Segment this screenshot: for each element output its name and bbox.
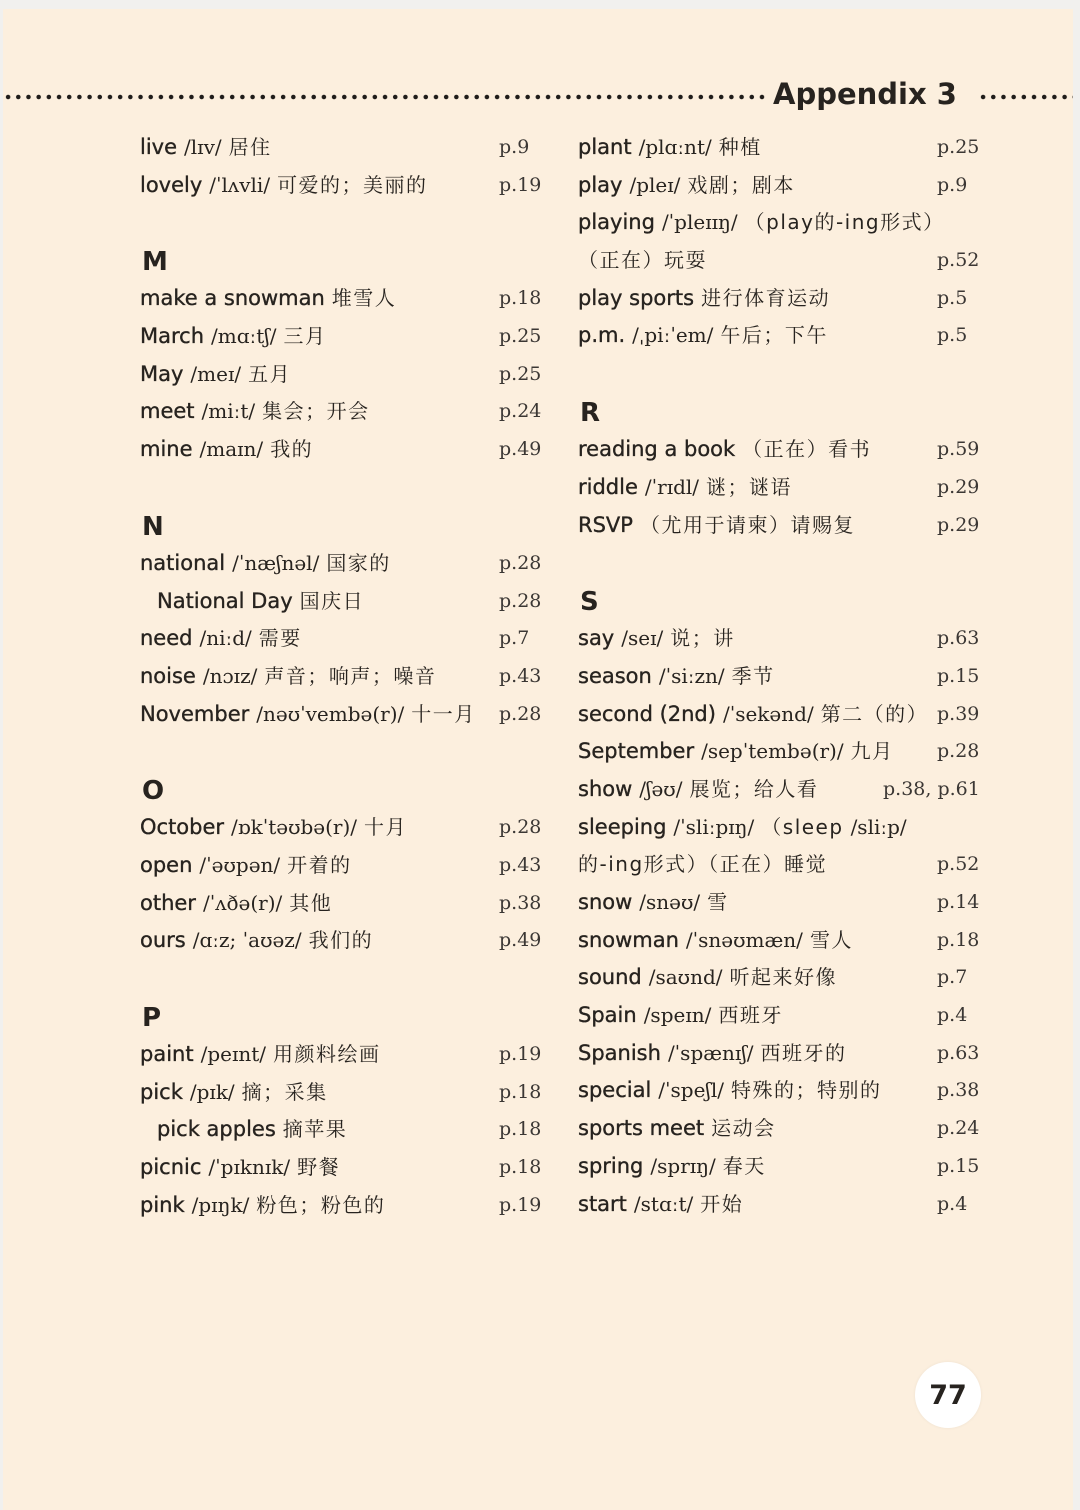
page-ref: p.18	[499, 1118, 542, 1141]
glossary-entry	[578, 733, 990, 771]
phonetic: /peɪnt/	[200, 1042, 267, 1066]
glossary-column-left	[140, 129, 552, 1224]
entry-text	[578, 317, 828, 356]
glossary-entry	[140, 431, 552, 469]
page-ref: p.49	[499, 929, 542, 952]
entry-text	[578, 280, 830, 319]
chinese-meaning: 开始	[700, 1191, 744, 1216]
page-ref: p.28	[937, 740, 980, 763]
phonetic: /speɪn/	[643, 1003, 712, 1028]
headword: say	[578, 626, 615, 651]
headword: October	[140, 815, 225, 840]
page-ref: p.4	[937, 1192, 968, 1215]
phonetic: /mɑːtʃ/	[211, 324, 277, 349]
headword: riddle	[578, 474, 638, 499]
phonetic: /plɑːnt/	[638, 135, 712, 159]
glossary-entry	[578, 658, 990, 696]
headword: other	[140, 890, 196, 915]
headword: show	[578, 776, 633, 801]
entry-text	[140, 1187, 385, 1226]
glossary-entry	[578, 1186, 990, 1224]
page-ref: p.63	[937, 627, 980, 650]
section-letter: N	[142, 511, 164, 542]
chinese-meaning: 午后；下午	[720, 323, 828, 348]
glossary-entry	[140, 1074, 552, 1112]
page-ref: p.14	[937, 891, 980, 913]
page-ref: p.9	[499, 136, 530, 158]
headword: p.m.	[578, 323, 626, 348]
chinese-meaning: 声音；响声；噪音	[264, 663, 437, 688]
phonetic: /miːt/	[201, 399, 256, 424]
headword: second (2nd)	[578, 701, 716, 726]
page-ref: p.5	[937, 324, 968, 347]
phonetic: /ˈpɪknɪk/	[208, 1155, 291, 1180]
section-continued	[140, 129, 552, 204]
glossary-entry	[578, 771, 990, 809]
headword: reading a book	[578, 437, 736, 462]
headword: pick	[140, 1079, 183, 1104]
chinese-meaning: 季节	[731, 663, 775, 688]
entry-text	[140, 847, 352, 886]
glossary-entry	[140, 847, 552, 885]
phonetic: /ɒkˈtəʊbə(r)/	[231, 815, 358, 840]
chinese-meaning: 西班牙的	[760, 1040, 847, 1065]
entry-text	[578, 922, 853, 961]
headword: live	[140, 135, 178, 159]
dotted-rule-right	[978, 93, 1073, 101]
entry-text	[140, 696, 476, 735]
appendix-title: Appendix 3	[773, 77, 957, 111]
headword: lovely	[140, 172, 203, 197]
headword: paint	[140, 1042, 194, 1066]
phonetic: /sepˈtembə(r)/	[701, 739, 844, 764]
page-ref: p.38	[937, 1079, 980, 1102]
phonetic: /stɑːt/	[633, 1191, 694, 1216]
section-p	[140, 960, 552, 1224]
page-ref: p.25	[499, 325, 542, 348]
entry-text	[578, 809, 907, 848]
glossary-entry	[578, 1148, 990, 1186]
section-letter: P	[142, 1003, 162, 1033]
page-ref: p.38	[499, 891, 542, 914]
chinese-meaning: 野餐	[297, 1155, 341, 1180]
entry-text	[140, 885, 332, 924]
chinese-meaning: 西班牙	[718, 1003, 783, 1028]
glossary-entry	[578, 696, 990, 734]
chinese-meaning: （sleep	[761, 814, 844, 839]
entry-text	[578, 1148, 766, 1187]
glossary-entry-continued	[578, 846, 990, 884]
chinese-meaning: （正在）看书	[742, 437, 872, 462]
phonetic: /ˈspeʃl/	[658, 1078, 724, 1103]
glossary-entry	[578, 922, 990, 960]
glossary-column-right	[578, 129, 990, 1223]
phonetic: /meɪ/	[190, 361, 242, 386]
headword: mine	[140, 437, 193, 462]
headword: need	[140, 626, 193, 651]
chinese-meaning: 三月	[283, 324, 327, 349]
phonetic: /pɪŋk/	[191, 1192, 250, 1217]
chinese-meaning: 用颜料绘画	[273, 1042, 381, 1066]
section-letter: O	[142, 776, 165, 807]
glossary-entry	[578, 1110, 990, 1148]
entry-text	[578, 771, 818, 810]
page-ref: p.29	[937, 513, 980, 536]
phonetic: /ˈnæʃnəl/	[232, 550, 320, 575]
entry-text	[578, 1035, 846, 1074]
chinese-meaning: 国家的	[326, 550, 391, 575]
chinese-meaning: 居住	[228, 135, 272, 159]
glossary-entry	[578, 129, 990, 167]
glossary-entry	[578, 959, 990, 997]
entry-text	[140, 318, 326, 357]
page-ref: p.28	[499, 816, 542, 839]
section-s	[578, 544, 990, 1223]
entry-text	[140, 1074, 328, 1113]
glossary-entry	[140, 658, 552, 696]
glossary-entry-continued	[578, 242, 990, 280]
entry-text	[140, 431, 313, 470]
chinese-meaning: 十月	[364, 815, 408, 840]
page-ref: p.18	[499, 1156, 542, 1179]
glossary-entry	[140, 885, 552, 923]
headword: pink	[140, 1192, 185, 1217]
headword: make a snowman	[140, 286, 325, 311]
chinese-meaning: 我们的	[308, 928, 374, 953]
page-ref: p.28	[499, 551, 542, 574]
entry-text	[140, 1036, 381, 1075]
headword: season	[578, 663, 652, 688]
phonetic: /maɪn/	[199, 437, 264, 462]
page-ref: p.25	[499, 362, 542, 385]
glossary-entry	[578, 884, 990, 922]
phonetic: /nəʊˈvembə(r)/	[256, 701, 405, 726]
entry-text	[140, 620, 302, 659]
section-letter: R	[580, 398, 601, 429]
page-ref: p.63	[937, 1041, 980, 1064]
chinese-meaning: 谜；谜语	[706, 474, 793, 499]
phonetic: /ˈsiːzn/	[658, 663, 725, 688]
page-ref: p.52	[937, 853, 980, 876]
page-ref: p.9	[937, 173, 968, 196]
headword: snow	[578, 890, 633, 914]
chinese-meaning: 需要	[258, 626, 302, 651]
phonetic: /ˈəʊpən/	[199, 852, 281, 877]
headword: snowman	[578, 927, 679, 952]
headword: sports meet	[578, 1116, 705, 1141]
headword: play	[578, 172, 623, 197]
phonetic: /ʃəʊ/	[639, 776, 683, 801]
glossary-entry	[140, 356, 552, 394]
section-r	[578, 355, 990, 544]
page-ref: p.7	[937, 966, 968, 989]
glossary-entry	[578, 1072, 990, 1110]
section-o	[140, 733, 552, 960]
glossary-entry	[578, 1035, 990, 1073]
chinese-meaning: （play的-ing形式）	[744, 210, 945, 235]
glossary-subentry	[140, 583, 552, 621]
phonetic: /ˈlʌvli/	[209, 172, 271, 197]
glossary-subentry	[140, 1111, 552, 1149]
phonetic: /ˈsekənd/	[722, 701, 814, 726]
glossary-entry	[140, 318, 552, 356]
page-ref: p.25	[937, 136, 980, 158]
headword: National Day	[157, 588, 293, 613]
headword: sound	[578, 965, 642, 990]
glossary-entry	[578, 469, 990, 507]
headword: ours	[140, 928, 186, 953]
phonetic: /nɔɪz/	[202, 663, 258, 688]
glossary-entry	[140, 129, 552, 167]
entry-text	[578, 884, 729, 923]
headword: November	[140, 701, 250, 726]
chinese-meaning: 集会；开会	[262, 399, 370, 424]
glossary-entry	[140, 922, 552, 960]
page-ref: p.18	[499, 1080, 542, 1103]
chinese-meaning: 国庆日	[299, 588, 365, 613]
entry-text	[578, 846, 827, 885]
entry-text	[140, 129, 272, 168]
chinese-meaning: 听起来好像	[729, 965, 837, 990]
entry-text	[157, 583, 364, 622]
chinese-meaning: 可爱的；美丽的	[277, 172, 428, 197]
section-letter: M	[142, 247, 168, 278]
chinese-meaning: 我的	[270, 437, 314, 462]
phonetic: /lɪv/	[184, 135, 222, 159]
glossary-entry	[140, 696, 552, 734]
phonetic: /saʊnd/	[648, 965, 723, 990]
headword: noise	[140, 663, 196, 688]
phonetic: /snəʊ/	[639, 890, 701, 914]
phonetic: /ˈsliːpɪŋ/	[673, 814, 755, 839]
phonetic: /niːd/	[199, 626, 252, 651]
entry-text	[578, 431, 871, 470]
page-ref: p.5	[937, 286, 968, 309]
headword: picnic	[140, 1155, 202, 1180]
glossary-entry	[578, 620, 990, 658]
headword: sleeping	[578, 814, 667, 839]
glossary-entry	[578, 317, 990, 355]
headword: March	[140, 324, 205, 349]
page-number: 77	[929, 1379, 967, 1411]
glossary-entry	[578, 431, 990, 469]
phonetic: /pɪk/	[189, 1079, 235, 1104]
headword: national	[140, 550, 226, 575]
chinese-meaning: 其他	[289, 890, 333, 915]
headword: spring	[578, 1153, 644, 1178]
chinese-meaning: 的-ing形式）（正在）睡觉	[578, 852, 828, 877]
chinese-meaning: 摘苹果	[282, 1117, 348, 1142]
entry-text	[578, 733, 894, 772]
phonetic: /ˈsnəʊmæn/	[685, 927, 803, 952]
headword: playing	[578, 210, 655, 235]
entry-text	[578, 204, 945, 243]
glossary-entry	[578, 997, 990, 1035]
phonetic: /ˈʌðə(r)/	[202, 890, 283, 915]
page-ref: p.4	[937, 1004, 968, 1027]
headword: play sports	[578, 285, 695, 310]
phonetic: /sprɪŋ/	[650, 1153, 716, 1178]
chinese-meaning: 展览；给人看	[689, 776, 819, 801]
glossary-entry	[578, 809, 990, 847]
chinese-meaning: 戏剧；剧本	[687, 172, 795, 197]
entry-text	[140, 393, 370, 432]
phonetic: /ɑːz; ˈaʊəz/	[192, 928, 302, 953]
entry-text	[578, 469, 792, 508]
page-ref: p.24	[499, 400, 542, 423]
entry-text	[140, 280, 396, 319]
entry-text	[578, 620, 735, 659]
glossary-entry	[140, 167, 552, 205]
page-ref: p.43	[499, 853, 542, 876]
section-m	[140, 204, 552, 468]
headword: plant	[578, 135, 632, 159]
page-number-badge	[915, 1362, 981, 1428]
page-ref: p.7	[499, 627, 530, 650]
page-ref: p.49	[499, 438, 542, 461]
book-page	[3, 9, 1073, 1510]
entry-text	[578, 959, 837, 998]
chinese-meaning: 开着的	[287, 852, 352, 877]
phonetic: /ˈpleɪɪŋ/	[661, 210, 738, 235]
page-ref: p.38, p.61	[883, 777, 980, 800]
page-ref: p.19	[499, 1043, 542, 1065]
phonetic: /pleɪ/	[629, 172, 681, 197]
glossary-entry	[578, 167, 990, 205]
chinese-meaning: 摘；采集	[241, 1079, 328, 1104]
page-ref: p.28	[499, 702, 542, 725]
glossary-entry	[140, 280, 552, 318]
chinese-meaning: 进行体育运动	[701, 285, 831, 310]
chinese-meaning: 春天	[722, 1153, 766, 1178]
phonetic: /ˌpiːˈem/	[632, 323, 714, 348]
chinese-meaning: 特殊的；特别的	[730, 1078, 882, 1103]
page-ref: p.52	[937, 249, 980, 272]
entry-text	[578, 1072, 881, 1111]
page-ref: p.15	[937, 1154, 980, 1177]
headword: start	[578, 1191, 627, 1216]
glossary-entry	[140, 809, 552, 847]
entry-text	[578, 129, 762, 168]
entry-text	[140, 809, 407, 848]
page-ref: p.43	[499, 664, 542, 687]
page-ref: p.39	[937, 702, 980, 725]
glossary-entry	[140, 545, 552, 583]
glossary-entry	[140, 393, 552, 431]
chinese-meaning: 种植	[718, 135, 762, 159]
glossary-entry	[140, 1187, 552, 1225]
glossary-entry	[578, 507, 990, 545]
page-ref: p.59	[937, 438, 980, 461]
chinese-meaning: 五月	[248, 361, 292, 386]
entry-text	[578, 167, 795, 206]
chinese-meaning: 第二（的）	[820, 701, 929, 726]
page-ref: p.29	[937, 475, 980, 498]
entry-text	[140, 922, 373, 961]
phonetic: /ˈrɪdl/	[644, 474, 700, 499]
headword: meet	[140, 399, 195, 424]
phonetic: /ˈspænɪʃ/	[667, 1040, 754, 1065]
entry-text	[140, 167, 428, 206]
glossary-entry	[140, 620, 552, 658]
phonetic: /sliːp/	[850, 814, 907, 839]
headword: May	[140, 361, 184, 386]
entry-text	[578, 507, 855, 546]
chinese-meaning: 十一月	[411, 701, 476, 726]
entry-text	[140, 356, 291, 395]
page-ref: p.18	[499, 287, 542, 310]
entry-text	[140, 545, 391, 584]
entry-text	[140, 658, 436, 697]
entry-text	[140, 1149, 340, 1188]
section-letter: S	[580, 587, 599, 618]
headword: open	[140, 852, 193, 877]
page-ref: p.18	[937, 928, 980, 951]
headword: September	[578, 739, 695, 764]
glossary-entry	[578, 280, 990, 318]
chinese-meaning: （尤用于请柬）请赐复	[639, 512, 855, 537]
page-ref: p.28	[499, 589, 542, 612]
entry-text	[578, 696, 928, 735]
entry-text	[578, 658, 775, 697]
headword: Spain	[578, 1003, 637, 1028]
section-continued	[578, 129, 990, 355]
entry-text	[578, 1110, 776, 1149]
entry-text	[578, 1186, 743, 1225]
glossary-entry	[140, 1036, 552, 1074]
headword: pick apples	[157, 1117, 276, 1142]
chinese-meaning: 堆雪人	[331, 286, 397, 311]
page-ref: p.19	[499, 1193, 542, 1216]
section-n	[140, 469, 552, 733]
headword: Spanish	[578, 1040, 661, 1065]
glossary-entry	[578, 204, 990, 242]
chinese-meaning: （正在）玩耍	[578, 248, 707, 273]
headword: special	[578, 1078, 652, 1103]
chinese-meaning: 雪	[707, 890, 729, 914]
glossary-entry	[140, 1149, 552, 1187]
page-ref: p.24	[937, 1117, 980, 1140]
entry-text	[578, 997, 783, 1036]
page-ref: p.19	[499, 173, 542, 196]
chinese-meaning: 雪人	[809, 927, 853, 952]
chinese-meaning: 粉色；粉色的	[256, 1192, 386, 1217]
phonetic: /seɪ/	[621, 626, 664, 651]
headword: RSVP	[578, 512, 633, 537]
chinese-meaning: 运动会	[711, 1116, 776, 1141]
chinese-meaning: 九月	[850, 739, 894, 764]
page-ref: p.15	[937, 664, 980, 687]
chinese-meaning: 说；讲	[670, 626, 735, 651]
entry-text	[578, 242, 707, 281]
dotted-rule-left	[3, 93, 765, 101]
entry-text	[157, 1111, 347, 1150]
